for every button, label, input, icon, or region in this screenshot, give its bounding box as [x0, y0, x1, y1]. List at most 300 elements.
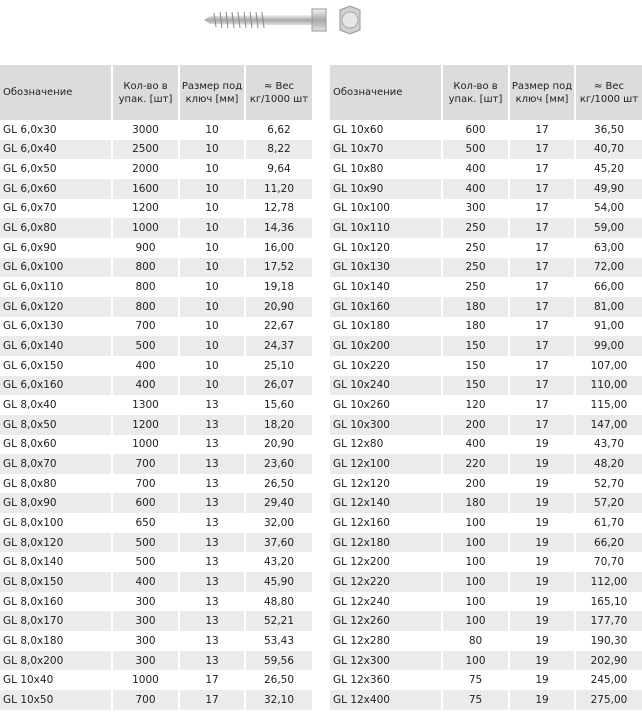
cell-qty: 150	[442, 356, 509, 376]
cell-wrench-size: 13	[179, 435, 245, 455]
cell-designation: GL 8,0x90	[0, 493, 112, 513]
cell-qty: 200	[442, 415, 509, 435]
cell-qty: 600	[442, 120, 509, 140]
table-header-row	[330, 65, 642, 120]
cell-designation: GL 6,0x160	[0, 376, 112, 396]
table-row	[0, 415, 312, 435]
table-row	[330, 297, 642, 317]
cell-wrench-size: 10	[179, 258, 245, 278]
cell-qty: 120	[442, 395, 509, 415]
cell-qty: 220	[442, 454, 509, 474]
table-row	[0, 356, 312, 376]
table-row	[330, 631, 642, 651]
cell-qty: 700	[112, 454, 179, 474]
cell-designation: GL 12x200	[333, 556, 390, 569]
table-row	[0, 277, 312, 297]
cell-wrench-size: 19	[509, 592, 575, 612]
cell-qty: 100	[442, 611, 509, 631]
cell-weight: 20,90	[245, 435, 312, 455]
cell-designation: GL 12x140	[330, 493, 442, 513]
table-row	[0, 493, 312, 513]
cell-wrench-size: 19	[509, 611, 575, 631]
cell-weight: 52,21	[245, 611, 312, 631]
cell-designation: GL 6,0x130	[3, 320, 64, 333]
table-row	[0, 572, 312, 592]
cell-weight: 54,00	[575, 199, 642, 219]
cell-wrench-size: 17	[509, 356, 575, 376]
cell-qty: 400	[442, 435, 509, 455]
cell-wrench-size: 19	[509, 690, 575, 710]
cell-weight: 48,80	[245, 592, 312, 612]
cell-weight: 190,30	[575, 631, 642, 651]
cell-weight: 48,20	[575, 454, 642, 474]
cell-wrench-size: 17	[179, 670, 245, 690]
cell-designation: GL 6,0x90	[3, 241, 57, 254]
cell-designation: GL 10x240	[330, 376, 442, 396]
cell-weight: 91,00	[575, 317, 642, 337]
table-header-row	[0, 65, 312, 120]
table-row	[330, 120, 642, 140]
table-row	[0, 218, 312, 238]
cell-designation: GL 10x300	[330, 415, 442, 435]
cell-weight: 32,00	[245, 513, 312, 533]
cell-wrench-size: 10	[179, 356, 245, 376]
table-row	[330, 218, 642, 238]
cell-wrench-size: 17	[509, 376, 575, 396]
cell-qty: 100	[442, 552, 509, 572]
table-row	[0, 513, 312, 533]
cell-designation: GL 10x200	[330, 336, 442, 356]
cell-wrench-size: 19	[509, 454, 575, 474]
cell-qty: 180	[442, 493, 509, 513]
table-row	[0, 376, 312, 396]
cell-qty: 700	[112, 690, 179, 710]
cell-weight: 29,40	[245, 493, 312, 513]
cell-designation: GL 10x160	[330, 297, 442, 317]
cell-designation: GL 6,0x100	[0, 258, 112, 278]
cell-wrench-size: 13	[179, 513, 245, 533]
cell-designation: GL 12x100	[330, 454, 442, 474]
cell-designation: GL 6,0x80	[0, 218, 112, 238]
cell-qty: 100	[442, 572, 509, 592]
cell-weight: 147,00	[575, 415, 642, 435]
cell-weight: 245,00	[575, 670, 642, 690]
cell-qty: 1200	[112, 415, 179, 435]
screw-image	[200, 4, 440, 40]
table-row	[330, 356, 642, 376]
cell-wrench-size: 10	[179, 336, 245, 356]
cell-weight: 26,07	[245, 376, 312, 396]
cell-wrench-size: 10	[179, 317, 245, 337]
table-row	[330, 670, 642, 690]
header-wrench-size: Размер под ключ [мм]	[509, 65, 575, 120]
cell-qty: 75	[442, 670, 509, 690]
cell-designation: GL 10x180	[333, 320, 390, 333]
cell-weight: 37,60	[245, 533, 312, 553]
cell-wrench-size: 13	[179, 552, 245, 572]
table-row	[330, 199, 642, 219]
cell-designation: GL 6,0x70	[3, 202, 57, 215]
cell-designation: GL 12x240	[333, 595, 390, 608]
cell-designation: GL 12x280	[333, 634, 390, 647]
cell-weight: 99,00	[575, 336, 642, 356]
cell-designation: GL 8,0x40	[3, 399, 57, 412]
table-row	[330, 179, 642, 199]
table-row	[0, 435, 312, 455]
cell-qty: 600	[112, 493, 179, 513]
cell-wrench-size: 10	[179, 376, 245, 396]
table-row	[330, 140, 642, 160]
cell-wrench-size: 17	[509, 258, 575, 278]
cell-qty: 900	[112, 238, 179, 258]
table-row	[330, 552, 642, 572]
cell-designation: GL 8,0x80	[3, 477, 57, 490]
table-row	[330, 533, 642, 553]
cell-weight: 52,70	[575, 474, 642, 494]
cell-wrench-size: 19	[509, 513, 575, 533]
table-row	[330, 317, 642, 337]
cell-wrench-size: 13	[179, 651, 245, 671]
cell-weight: 49,90	[575, 179, 642, 199]
cell-qty: 250	[442, 277, 509, 297]
cell-designation: GL 8,0x150	[0, 572, 112, 592]
cell-wrench-size: 10	[179, 238, 245, 258]
cell-designation: GL 8,0x100	[3, 516, 64, 529]
table-row	[0, 159, 312, 179]
table-row	[330, 238, 642, 258]
table-row	[0, 336, 312, 356]
cell-designation: GL 12x220	[330, 572, 442, 592]
cell-designation: GL 8,0x120	[0, 533, 112, 553]
cell-wrench-size: 13	[179, 395, 245, 415]
cell-wrench-size: 19	[509, 670, 575, 690]
table-row	[0, 631, 312, 651]
cell-weight: 81,00	[575, 297, 642, 317]
cell-qty: 1000	[112, 218, 179, 238]
cell-weight: 24,37	[245, 336, 312, 356]
cell-designation: GL 8,0x160	[3, 595, 64, 608]
cell-wrench-size: 13	[179, 454, 245, 474]
cell-wrench-size: 17	[509, 395, 575, 415]
cell-weight: 59,56	[245, 651, 312, 671]
cell-designation: GL 10x130	[330, 258, 442, 278]
table-row	[330, 513, 642, 533]
cell-wrench-size: 19	[509, 493, 575, 513]
cell-weight: 72,00	[575, 258, 642, 278]
cell-weight: 9,64	[245, 159, 312, 179]
table-row	[0, 297, 312, 317]
cell-qty: 500	[112, 552, 179, 572]
cell-weight: 40,70	[575, 140, 642, 160]
cell-qty: 100	[442, 513, 509, 533]
cell-wrench-size: 17	[509, 159, 575, 179]
cell-qty: 500	[112, 336, 179, 356]
cell-weight: 6,62	[245, 120, 312, 140]
cell-wrench-size: 17	[179, 690, 245, 710]
cell-wrench-size: 19	[509, 533, 575, 553]
cell-wrench-size: 17	[509, 277, 575, 297]
table-row	[0, 651, 312, 671]
cell-weight: 11,20	[245, 179, 312, 199]
cell-qty: 2500	[112, 140, 179, 160]
cell-weight: 70,70	[575, 552, 642, 572]
cell-wrench-size: 19	[509, 631, 575, 651]
table-row	[0, 199, 312, 219]
cell-wrench-size: 13	[179, 572, 245, 592]
cell-designation: GL 10x80	[333, 163, 384, 176]
cell-designation: GL 6,0x30	[3, 123, 57, 136]
cell-weight: 112,00	[575, 572, 642, 592]
table-row	[0, 552, 312, 572]
cell-designation: GL 8,0x170	[0, 611, 112, 631]
table-row	[330, 611, 642, 631]
table-row	[330, 435, 642, 455]
cell-designation: GL 12x260	[330, 611, 442, 631]
cell-qty: 75	[442, 690, 509, 710]
cell-wrench-size: 10	[179, 159, 245, 179]
cell-designation: GL 6,0x110	[3, 281, 64, 294]
table-row	[0, 317, 312, 337]
cell-wrench-size: 17	[509, 415, 575, 435]
cell-qty: 400	[442, 179, 509, 199]
cell-wrench-size: 17	[509, 218, 575, 238]
cell-wrench-size: 10	[179, 199, 245, 219]
cell-weight: 165,10	[575, 592, 642, 612]
table-row	[330, 572, 642, 592]
cell-wrench-size: 17	[509, 199, 575, 219]
cell-weight: 14,36	[245, 218, 312, 238]
cell-designation: GL 12x300	[330, 651, 442, 671]
cell-wrench-size: 17	[509, 297, 575, 317]
cell-weight: 23,60	[245, 454, 312, 474]
cell-designation: GL 10x220	[333, 359, 390, 372]
table-row	[0, 611, 312, 631]
cell-qty: 400	[112, 356, 179, 376]
table-row	[330, 159, 642, 179]
cell-wrench-size: 13	[179, 474, 245, 494]
cell-qty: 250	[442, 218, 509, 238]
cell-weight: 26,50	[245, 474, 312, 494]
cell-designation: GL 12x120	[333, 477, 390, 490]
cell-designation: GL 10x50	[0, 690, 112, 710]
cell-designation: GL 6,0x40	[0, 140, 112, 160]
header-qty: Кол-во в упак. [шт]	[112, 65, 179, 120]
cell-weight: 61,70	[575, 513, 642, 533]
cell-designation: GL 10x60	[333, 123, 384, 136]
cell-qty: 1300	[112, 395, 179, 415]
cell-wrench-size: 19	[509, 474, 575, 494]
cell-designation: GL 8,0x180	[3, 634, 64, 647]
cell-weight: 43,20	[245, 552, 312, 572]
cell-weight: 63,00	[575, 238, 642, 258]
table-row	[330, 395, 642, 415]
cell-qty: 800	[112, 258, 179, 278]
cell-weight: 45,20	[575, 159, 642, 179]
cell-wrench-size: 17	[509, 140, 575, 160]
cell-wrench-size: 13	[179, 533, 245, 553]
cell-qty: 1000	[112, 670, 179, 690]
table-row	[330, 493, 642, 513]
cell-wrench-size: 17	[509, 120, 575, 140]
cell-weight: 8,22	[245, 140, 312, 160]
cell-designation: GL 8,0x70	[0, 454, 112, 474]
cell-qty: 400	[442, 159, 509, 179]
cell-qty: 180	[442, 297, 509, 317]
header-weight: ≈ Вес кг/1000 шт	[575, 65, 642, 120]
cell-qty: 250	[442, 258, 509, 278]
cell-weight: 110,00	[575, 376, 642, 396]
cell-wrench-size: 13	[179, 592, 245, 612]
cell-designation: GL 10x260	[333, 399, 390, 412]
cell-designation: GL 12x160	[333, 516, 390, 529]
cell-qty: 500	[112, 533, 179, 553]
cell-wrench-size: 10	[179, 218, 245, 238]
cell-designation: GL 8,0x200	[0, 651, 112, 671]
header-wrench-size: Размер под ключ [мм]	[179, 65, 245, 120]
cell-designation: GL 6,0x50	[3, 163, 57, 176]
cell-weight: 43,70	[575, 435, 642, 455]
cell-designation: GL 10x140	[333, 281, 390, 294]
cell-qty: 100	[442, 533, 509, 553]
cell-weight: 177,70	[575, 611, 642, 631]
table-row	[330, 651, 642, 671]
cell-designation: GL 10x40	[3, 674, 54, 687]
cell-weight: 18,20	[245, 415, 312, 435]
cell-qty: 300	[112, 631, 179, 651]
cell-wrench-size: 13	[179, 493, 245, 513]
table-row	[330, 690, 642, 710]
cell-weight: 12,78	[245, 199, 312, 219]
cell-qty: 100	[442, 651, 509, 671]
cell-weight: 275,00	[575, 690, 642, 710]
cell-wrench-size: 10	[179, 297, 245, 317]
cell-weight: 66,00	[575, 277, 642, 297]
cell-weight: 17,52	[245, 258, 312, 278]
cell-wrench-size: 13	[179, 415, 245, 435]
cell-designation: GL 10x110	[330, 218, 442, 238]
cell-qty: 80	[442, 631, 509, 651]
table-row	[330, 592, 642, 612]
cell-wrench-size: 19	[509, 572, 575, 592]
cell-qty: 1000	[112, 435, 179, 455]
table-row	[330, 258, 642, 278]
cell-wrench-size: 17	[509, 238, 575, 258]
cell-wrench-size: 13	[179, 611, 245, 631]
table-row	[330, 474, 642, 494]
cell-weight: 107,00	[575, 356, 642, 376]
cell-weight: 19,18	[245, 277, 312, 297]
table-row	[330, 454, 642, 474]
cell-weight: 32,10	[245, 690, 312, 710]
cell-designation: GL 10x90	[330, 179, 442, 199]
cell-designation: GL 6,0x120	[0, 297, 112, 317]
cell-qty: 300	[112, 611, 179, 631]
cell-weight: 36,50	[575, 120, 642, 140]
cell-weight: 57,20	[575, 493, 642, 513]
cell-wrench-size: 10	[179, 140, 245, 160]
cell-qty: 1200	[112, 199, 179, 219]
cell-designation: GL 10x120	[333, 241, 390, 254]
cell-designation: GL 10x70	[330, 140, 442, 160]
table-row	[0, 592, 312, 612]
cell-qty: 400	[112, 376, 179, 396]
table-row	[0, 454, 312, 474]
cell-weight: 25,10	[245, 356, 312, 376]
cell-qty: 500	[442, 140, 509, 160]
cell-qty: 800	[112, 297, 179, 317]
cell-designation: GL 6,0x140	[0, 336, 112, 356]
cell-weight: 202,90	[575, 651, 642, 671]
cell-wrench-size: 10	[179, 277, 245, 297]
cell-qty: 100	[442, 592, 509, 612]
cell-qty: 300	[442, 199, 509, 219]
cell-wrench-size: 19	[509, 651, 575, 671]
cell-wrench-size: 10	[179, 179, 245, 199]
cell-wrench-size: 17	[509, 336, 575, 356]
cell-qty: 3000	[112, 120, 179, 140]
cell-wrench-size: 19	[509, 552, 575, 572]
table-row	[0, 474, 312, 494]
cell-qty: 650	[112, 513, 179, 533]
cell-qty: 400	[112, 572, 179, 592]
cell-designation: GL 8,0x140	[3, 556, 64, 569]
table-row	[0, 670, 312, 690]
cell-designation: GL 12x180	[330, 533, 442, 553]
header-designation: Обозначение	[330, 65, 442, 120]
cell-weight: 53,43	[245, 631, 312, 651]
cell-weight: 15,60	[245, 395, 312, 415]
cell-weight: 16,00	[245, 238, 312, 258]
cell-weight: 22,67	[245, 317, 312, 337]
cell-designation: GL 8,0x50	[0, 415, 112, 435]
table-row	[0, 533, 312, 553]
cell-designation: GL 10x100	[333, 202, 390, 215]
table-row	[330, 336, 642, 356]
cell-qty: 200	[442, 474, 509, 494]
table-row	[0, 179, 312, 199]
cell-qty: 2000	[112, 159, 179, 179]
cell-qty: 300	[112, 592, 179, 612]
header-designation: Обозначение	[0, 65, 112, 120]
table-row	[330, 415, 642, 435]
cell-qty: 150	[442, 376, 509, 396]
cell-designation: GL 12x360	[333, 674, 390, 687]
cell-wrench-size: 19	[509, 435, 575, 455]
header-weight: ≈ Вес кг/1000 шт	[245, 65, 312, 120]
cell-qty: 700	[112, 317, 179, 337]
cell-designation: GL 6,0x150	[3, 359, 64, 372]
specs-table-left	[0, 65, 312, 710]
cell-weight: 45,90	[245, 572, 312, 592]
cell-designation: GL 12x400	[330, 690, 442, 710]
table-row	[0, 120, 312, 140]
cell-qty: 150	[442, 336, 509, 356]
cell-wrench-size: 13	[179, 631, 245, 651]
header-qty: Кол-во в упак. [шт]	[442, 65, 509, 120]
cell-weight: 66,20	[575, 533, 642, 553]
specs-table-right	[330, 65, 642, 710]
cell-designation: GL 8,0x60	[3, 438, 57, 451]
cell-wrench-size: 10	[179, 120, 245, 140]
cell-qty: 700	[112, 474, 179, 494]
cell-wrench-size: 17	[509, 317, 575, 337]
cell-designation: GL 6,0x60	[0, 179, 112, 199]
cell-designation: GL 12x80	[333, 438, 384, 451]
table-row	[330, 376, 642, 396]
cell-qty: 250	[442, 238, 509, 258]
cell-wrench-size: 17	[509, 179, 575, 199]
cell-weight: 59,00	[575, 218, 642, 238]
